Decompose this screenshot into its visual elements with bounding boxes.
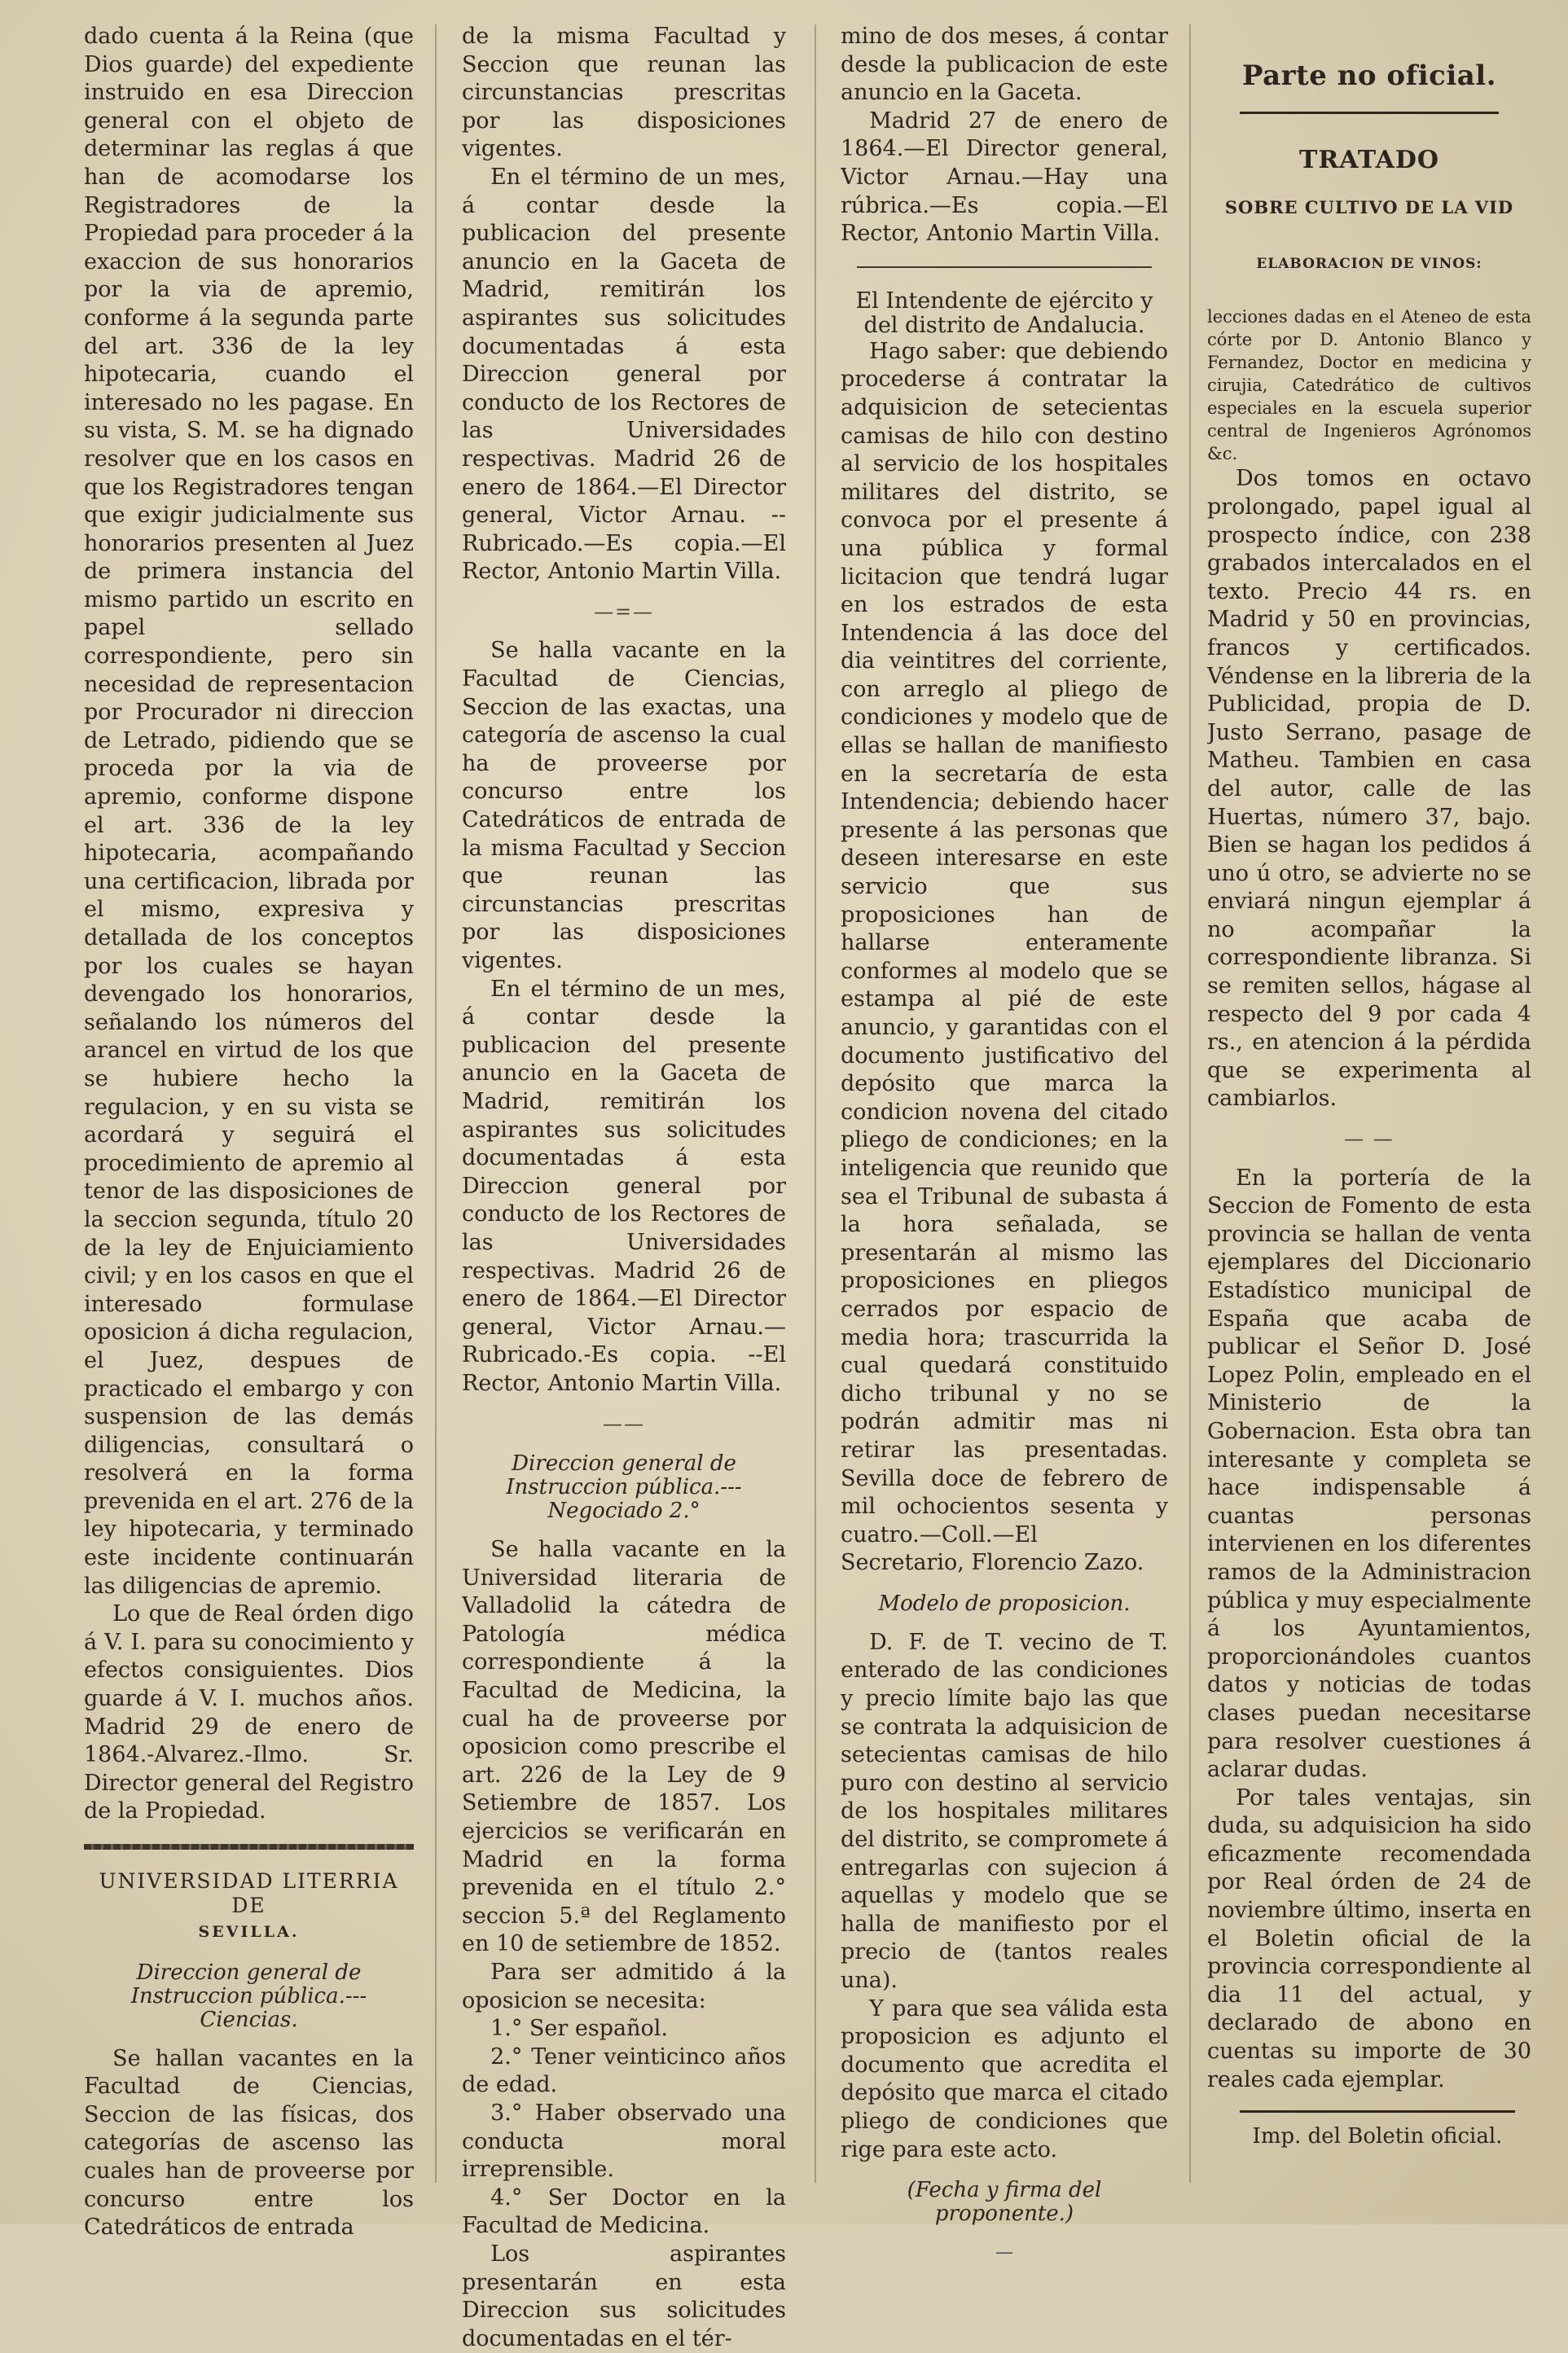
column-1 (84, 23, 414, 2242)
short-separator: —=— (593, 599, 655, 623)
tratado-sale-notice: Dos tomos en octavo prolongado, papel igual al prospecto índice, con 238 grabados intercalados en el texto. Precio 44 rs. en Madrid y 50 en provincias, francos y certificados. Véndense en la libreria de la Publicidad, propia de D. Justo Serrano, pasage de Matheu. Tambien en casa del autor, calle de las Huertas, número 37, bajo. Bien se hagan los pedidos á uno ú otro, se advierte no se enviará ningun ejemplar á no acompañar la correspondiente libranza. Si se remiten sellos, hágase al respecto del 9 por cada 4 rs., en atencion á la pérdida que se experimenta al cambiarlos. (1207, 466, 1531, 1112)
tratado-subtitle-2: ELABORACION DE VINOS: (1256, 255, 1482, 272)
column-2 (462, 23, 786, 2353)
licitacion-notice: Hago saber: que debiendo procederse á contratar la adquisicion de setecientas camisas de hilo con destino al servicio de los hospitales militares del distrito, se convoca por el presente á una pública y formal licitacion que tendrá lugar en los estrados de esta Intendencia á las doce del dia veintitres del corriente, con arreglo al pliego de condiciones y modelo que de ellas se hallan de manifiesto en la secretaría de esta Intendencia; debiendo hacer presente á las personas que deseen interesarse en este servicio que sus proposiciones han de hallarse enteramente conformes al modelo que se estampa al pié de este anuncio, y garantidas con el documento justificativo del depósito que marca la condicion novena del citado pliego de condiciones; en la inteligencia que reunido que sea el Tribunal de subasta á la hora señalada, se presentarán al mismo las proposiciones en pliegos cerrados por espacio de media hora; trascurrida la cual quedará constituido dicho tribunal y no se podrán admitir mas ni retirar las presentadas. Sevilla doce de febrero de mil ochocientos sesenta y cuatro.—Coll.—El Secretario, Florencio Zazo. (841, 338, 1168, 1576)
exactas-term-notice: En el término de un mes, á contar desde la publicacion del presente anuncio en la Gaceta de Madrid, remitirán los aspirantes sus solicitudes documentadas á esta Direccion general por conducto de los Rectores de las Universidades respectivas. Madrid 26 de enero de 1864.—El Director general, Victor Arnau.—Rubricado.-Es copia. --El Rector, Antonio Martin Villa. (462, 976, 786, 1396)
parte-no-oficial-heading: Parte no oficial. (1241, 59, 1497, 92)
column-3 (841, 23, 1168, 2267)
applicants-notice-continued: mino de dos meses, á contar desde la publicacion de este anuncio en la Gaceta. (841, 24, 1168, 106)
modelo-validity: Y para que sea válida esta proposicion es adjunto el documento que acredita el depósito que marca el citado pliego de condiciones que rige para este acto. (841, 1995, 1168, 2162)
vacantes-fisicas-notice: Se hallan vacantes en la Facultad de Ciencias, Seccion de las físicas, dos categorías de ascenso las cuales han de proveerse por concurso entre los Catedráticos de entrada (84, 2045, 414, 2241)
section-divider (1240, 112, 1499, 114)
short-separator: —— (603, 1411, 645, 1435)
column-rule (1189, 24, 1191, 2183)
column-rule (815, 24, 816, 2183)
real-orden-closing: Lo que de Real órden digo á V. I. para su conocimiento y efectos consiguientes. Dios guarde á V. I. muchos años. Madrid 29 de enero de 1864.-Alvarez.-Ilmo. Sr. Director general del Registro de la Propiedad. (84, 1601, 414, 1824)
fisicas-term-notice: En el término de un mes, á contar desde la publicacion del presente anuncio en la Gaceta de Madrid, remitirán los aspirantes sus solicitudes documentadas á esta Direccion general por conducto de los Rectores de las Universidades respectivas. Madrid 26 de enero de 1864.—El Director general, Victor Arnau. --Rubricado.—Es copia.—El Rector, Antonio Martin Villa. (462, 164, 786, 585)
fisicas-notice-continued: de la misma Facultad y Seccion que reunan las circunstancias prescritas por las disposiciones vigentes. (462, 24, 786, 162)
university-subheading: SEVILLA. (198, 1923, 300, 1941)
requirement-item: 1.° Ser español. (490, 2016, 668, 2042)
section-divider (857, 266, 1152, 268)
real-orden-body: dado cuenta á la Reina (que Dios guarde) del expediente instruido en esa Direccion general con el objeto de determinar las reglas á que han de acomodarse los Registradores de la Propiedad para proceder á la exaccion de sus honorarios por la via de apremio, conforme á la segunda parte del art. 336 de la ley hipotecaria, cuando el interesado no les pagase. En su vista, S. M. se ha dignado resolver que en los casos en que los Registradores tengan que exigir judicialmente sus honorarios presenten al Juez de primera instancia del mismo partido un escrito en papel sellado correspondiente, pero sin necesidad de representacion por Procurador ni direccion de Letrado, pidiendo que se proceda por la via de apremio, conforme dispone el art. 336 de la ley hipotecaria, acompañando una certificacion, librada por el mismo, expresiva y detallada de los conceptos por los cuales se hayan devengado los honorarios, señalando los números del arancel en virtud de los que se hubiere hecho la regulacion, y en su vista se acordará y seguirá el procedimiento de apremio al tenor de las disposiciones de la seccion segunda, título 20 de la ley de Enjuiciamiento civil; y en los casos en que el interesado formulase oposicion á dicha regulacion, el Juez, despues de practicado el embargo y con suspension de las demás diligencias, consultará o resolverá en la forma prevenida en el art. 276 de la ley hipotecaria, y terminado este incidente continuarán las diligencias de apremio. (84, 24, 414, 1599)
diccionario-recommendation: Por tales ventajas, sin duda, su adquisicion ha sido eficazmente recomendada por Real órden de 24 de noviembre último, inserta en el Boletin oficial de la provincia correspondiente al dia 11 del actual, y declarado de abono en cuentas su importe de 30 reales cada ejemplar. (1207, 1785, 1531, 2092)
modelo-body: D. F. de T. vecino de T. enterado de las condiciones y precio límite bajo las que se contrata la adquisicion de setecientas camisas de hilo puro con destino al servicio de los hospitales militares del distrito, se compromete á entregarlas con sujecion á aquellas y modelo que se halla de manifiesto por el precio de (tantos reales una). (841, 1629, 1168, 1993)
medicina-signature: Madrid 27 de enero de 1864.—El Director general, Victor Arnau.—Hay una rúbrica.—Es copia.—El Rector, Antonio Martin Villa. (841, 108, 1168, 247)
requirement-item: 2.° Tener veinticinco años de edad. (462, 2044, 786, 2098)
column-4 (1207, 23, 1531, 2151)
lecciones-note: lecciones dadas en el Ateneo de esta córte por D. Antonio Blanco y Fernandez, Doctor en medicina y cirujia, Catedrático de cultivos especiales en la escuela superior central de Ingenieros Agrónomos &c. (1207, 307, 1531, 464)
diccionario-notice: En la portería de la Seccion de Fomento de esta provincia se hallan de venta ejemplares del Diccionario Estadístico municipal de España que acaba de publicar el Señor D. José Lopez Polin, empleado en el Ministerio de la Gobernacion. Esta obra tan interesante y completa se hace indispensable á cuantas personas intervienen en los diferentes ramos de la Administracion pública y muy especialmente á los Ayuntamientos, proporcionándoles cuantos datos y noticias de todas clases puedan necesitarse para resolver cuestiones á aclarar dudas. (1207, 1165, 1531, 1783)
tratado-title: TRATADO (1299, 145, 1439, 174)
intendente-heading: El Intendente de ejército y del distrito de Andalucia. (855, 288, 1153, 338)
exactas-vacancy-notice: Se halla vacante en la Facultad de Ciencias, Seccion de las exactas, una categoría de ascenso la cual ha de proveerse por concurso entre los Catedráticos de entrada de la misma Facultad y Seccion que reunan las circunstancias prescritas por las disposiciones vigentes. (462, 638, 786, 973)
requirement-item: 3.° Haber observado una conducta moral irreprensible. (462, 2100, 786, 2183)
short-separator: — — (1344, 1127, 1395, 1151)
requirement-item: 4.° Ser Doctor en la Facultad de Medicina. (462, 2184, 786, 2239)
applicants-notice: Los aspirantes presentarán en esta Direccion sus solicitudes documentadas en el tér- (462, 2241, 786, 2351)
negociado-section-heading: Direccion general de Instruccion pública.---Negociado 2.° (506, 1451, 742, 1524)
end-mark: — (995, 2242, 1013, 2263)
tratado-subtitle: SOBRE CULTIVO DE LA VID (1224, 197, 1514, 218)
ciencias-section-heading: Direccion general de Instruccion pública.---Ciencias. (130, 1960, 367, 2032)
modelo-heading: Modelo de proposicion. (878, 1591, 1131, 1616)
column-rule (435, 24, 437, 2183)
patologia-vacancy-notice: Se halla vacante en la Universidad literaria de Valladolid la cátedra de Patología médica correspondiente á la Facultad de Medicina, la cual ha de proveerse por oposicion como prescribe el art. 226 de la Ley de 9 Setiembre de 1857. Los ejercicios se verificarán en Madrid en la forma prevenida en el título 2.° seccion 5.ª del Reglamento en 10 de setiembre de 1852. (462, 1537, 786, 1957)
section-divider (84, 1844, 414, 1850)
printer-imprint: Imp. del Boletin oficial. (1240, 2110, 1515, 2151)
university-heading: UNIVERSIDAD LITERRIA DE (99, 1869, 399, 1917)
requirements-intro: Para ser admitido á la oposicion se necesita: (462, 1960, 786, 2013)
signature-line: (Fecha y firma del proponente.) (907, 2178, 1102, 2227)
